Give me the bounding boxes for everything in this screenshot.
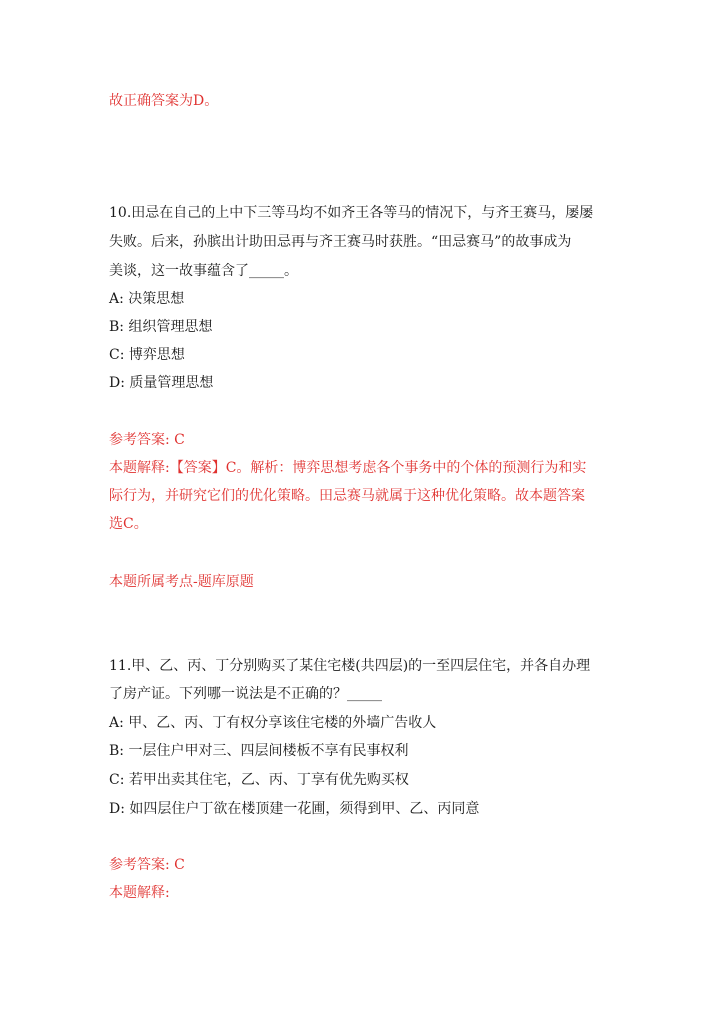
q10-explanation-line-3: 选C。 — [109, 516, 148, 532]
q11-option-b: B: 一层住户甲对三、四层间楼板不享有民事权利 — [109, 743, 409, 759]
q11-answer: 参考答案: C — [109, 857, 185, 873]
q10-option-c: C: 博弈思想 — [109, 347, 185, 363]
q10-stem-line-3: 美谈，这一故事蕴含了_____。 — [109, 263, 298, 279]
q11-stem-line-1: 11.甲、乙、丙、丁分别购买了某住宅楼(共四层)的一至四层住宅，并各自办理 — [109, 658, 591, 674]
q11-option-c: C: 若甲出卖其住宅，乙、丙、丁享有优先购买权 — [109, 772, 409, 788]
q10-stem-line-1: 10.田忌在自己的上中下三等马均不如齐王各等马的情况下，与齐王赛马，屡屡 — [109, 205, 594, 221]
q11-explanation-label: 本题解释: — [109, 885, 170, 901]
previous-question-conclusion: 故正确答案为D。 — [109, 93, 219, 109]
q10-answer: 参考答案: C — [109, 432, 185, 448]
q10-option-a: A: 决策思想 — [109, 291, 185, 307]
q10-option-b: B: 组织管理思想 — [109, 319, 213, 335]
q11-stem-line-2: 了房产证。下列哪一说法是不正确的？_____ — [109, 686, 382, 702]
q11-option-a: A: 甲、乙、丙、丁有权分享该住宅楼的外墙广告收人 — [109, 715, 437, 731]
q10-explanation-line-1: 本题解释:【答案】C。解析：博弈思想考虑各个事务中的个体的预测行为和实 — [109, 460, 587, 476]
q10-stem-line-2: 失败。后来，孙膑出计助田忌再与齐王赛马时获胜。“田忌赛马”的故事成为 — [109, 234, 572, 250]
q10-explanation-line-2: 际行为，并研究它们的优化策略。田忌赛马就属于这种优化策略。故本题答案 — [109, 488, 585, 504]
q10-topic: 本题所属考点-题库原题 — [109, 574, 254, 590]
q10-option-d: D: 质量管理思想 — [109, 375, 214, 391]
q11-option-d: D: 如四层住户丁欲在楼顶建一花圃，须得到甲、乙、丙同意 — [109, 801, 480, 817]
